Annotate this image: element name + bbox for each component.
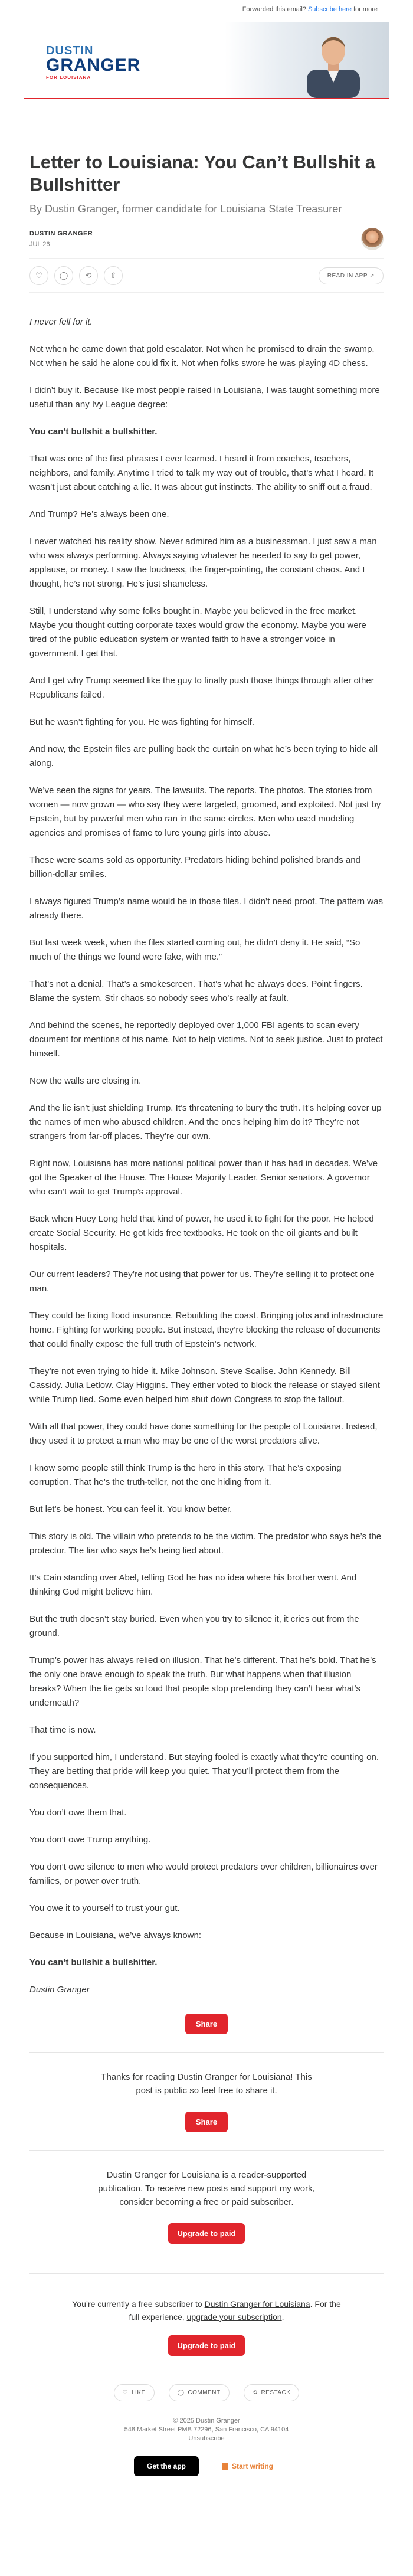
comment-bubble-icon: ◯	[177, 2390, 185, 2396]
author-avatar[interactable]	[361, 228, 384, 250]
body-paragraph: These were scams sold as opportunity. Predators hiding behind polished brands and billion-dollar smiles.	[30, 855, 360, 879]
start-writing-button[interactable]	[217, 2456, 279, 2476]
header-banner[interactable]	[24, 22, 389, 99]
sub-prefix: You’re currently a free subscriber to	[72, 2299, 202, 2309]
thanks-text: Thanks for reading Dustin Granger for Louisiana! This post is public so feel free to share it.	[101, 2072, 312, 2096]
divider-2	[30, 2150, 384, 2151]
heart-icon: ♡	[122, 2390, 128, 2396]
substack-logo-icon	[222, 2463, 228, 2470]
body-paragraph: Still, I understand why some folks bought in. Maybe you believed in the free market. Maybe you thought cutting corporate taxes would grow the economy. Maybe you were tired of the public education system or wanted faith to have a stronger voice in government. I get that.	[30, 606, 366, 659]
body-paragraph: That’s not a denial. That’s a smokescreen. That’s what he always does. Point fingers. Blame the system. Stir chaos so nobody sees who’s really at fault.	[30, 979, 363, 1003]
share-icon[interactable]: ⇧	[104, 266, 123, 285]
body-paragraph: Not when he came down that gold escalator. Not when he promised to drain the swamp. Not when he said he alone could fix it. Not when folks swore he was playing 4D chess.	[30, 344, 375, 368]
share-button-2[interactable]: Share	[185, 2112, 228, 2132]
body-paragraph: I know some people still think Trump is the hero in this story. That he’s exposing corruption. That he’s the truth-teller, not the one hiding from it.	[30, 1463, 342, 1487]
body-paragraph: But let’s be honest. You can feel it. You know better.	[30, 1504, 232, 1514]
candidate-photo	[301, 28, 366, 98]
post-subtitle: By Dustin Granger, former candidate for Louisiana State Treasurer	[30, 203, 342, 215]
post-body	[30, 315, 384, 1997]
footer-upgrade	[30, 2335, 384, 2356]
restack-icon[interactable]: ⟲	[79, 266, 98, 285]
subscribe-link[interactable]: Subscribe here	[307, 6, 352, 13]
footer-upgrade-button[interactable]: Upgrade to paid	[168, 2335, 245, 2356]
copyright: © 2025 Dustin Granger	[173, 2417, 240, 2424]
divider-3	[30, 2273, 384, 2274]
mailing-address: 548 Market Street PMB 72296, San Francisco, CA 94104	[124, 2426, 289, 2433]
body-paragraph: Back when Huey Long held that kind of power, he used it to fight for the poor. He helped create Social Security. He got kids free textbooks. He took on the oil giants and built hospitals.	[30, 1214, 374, 1252]
body-paragraph: With all that power, they could have done something for the people of Louisiana. Instead, they used it to protect a man who may be one of the worst predators alive.	[30, 1422, 378, 1446]
body-paragraph: And now, the Epstein files are pulling back the curtain on what he’s been trying to hide all along.	[30, 744, 378, 768]
body-paragraph: And Trump? He’s always been one.	[30, 509, 169, 519]
logo-line-1: DUSTIN	[46, 44, 94, 57]
body-paragraph: Now the walls are closing in.	[30, 1076, 142, 1086]
body-paragraph: But last week week, when the files started coming out, he didn’t deny it. He said, “So much of the things we found were fake, with me.”	[30, 938, 360, 962]
app-links	[30, 2456, 384, 2476]
campaign-logo	[46, 45, 140, 80]
logo-line-3: FOR LOUISIANA	[46, 75, 91, 80]
body-paragraph: Trump’s power has always relied on illusion. That he’s different. That he’s bold. That he’s the only one brave enough to speak the truth. But what happens when that illusion breaks? When the lie gets so loud that people stop pretending they can’t hear what’s underneath?	[30, 1655, 376, 1708]
comment-label: COMMENT	[188, 2390, 221, 2396]
body-paragraph: But the truth doesn’t stay buried. Even when you try to silence it, it cries out from the ground.	[30, 1614, 359, 1638]
body-paragraph: You don’t owe them that.	[30, 1808, 127, 1818]
body-paragraph: I always figured Trump’s name would be in those files. I didn’t need proof. The pattern was already there.	[30, 896, 383, 921]
sub-mid: . For the full experience,	[129, 2299, 341, 2322]
post-actions	[30, 258, 384, 293]
body-paragraph: I never fell for it.	[30, 317, 93, 327]
upgrade-cta	[30, 2223, 384, 2244]
body-paragraph: They could be fixing flood insurance. Rebuilding the coast. Bringing jobs and infrastructure home. Fighting for working people. But instead, they’re blocking the release of documents that could finally expose the full truth of Epstein’s network.	[30, 1311, 384, 1349]
body-paragraph: It’s Cain standing over Abel, telling God he has no idea where his brother went. And thinking God might believe him.	[30, 1573, 357, 1597]
body-paragraph: If you supported him, I understand. But staying fooled is exactly what they’re counting on. They are betting that pride will keep you quiet. That you’ll protect them from the consequences.	[30, 1752, 379, 1791]
body-paragraph: But he wasn’t fighting for you. He was fighting for himself.	[30, 717, 255, 727]
forward-suffix: for more	[353, 6, 378, 13]
body-paragraph: I didn’t buy it. Because like most people raised in Louisiana, I was taught something more useful than any Ivy League degree:	[30, 385, 380, 410]
like-icon[interactable]: ♡	[30, 266, 48, 285]
share-button[interactable]: Share	[185, 2014, 228, 2034]
body-paragraph: Our current leaders? They’re not using that power for us. They’re selling it to protect one man.	[30, 1269, 375, 1294]
support-text: Dustin Granger for Louisiana is a reader-supported publication. To receive new posts and support my work, consider becoming a free or paid subscriber.	[98, 2170, 315, 2207]
body-paragraph: We’ve seen the signs for years. The lawsuits. The reports. The photos. The stories from women — now grown — who say they were targeted, groomed, and exploited. Not just by Epstein, but by powerful men who ran in the same circles. Men who used modeling agencies and promises of fame to lure young girls into abuse.	[30, 785, 381, 838]
body-paragraph: You don’t owe silence to men who would protect predators over children, billionaires over families, or power over truth.	[30, 1862, 378, 1886]
upgrade-button[interactable]: Upgrade to paid	[168, 2223, 245, 2244]
footer-actions	[30, 2384, 384, 2401]
read-in-app-button[interactable]: READ IN APP ↗	[319, 267, 384, 284]
body-paragraph: That was one of the first phrases I ever learned. I heard it from coaches, teachers, neighbors, and family. Anytime I tried to talk my way out of trouble, that’s what I heard. It wasn’t just about catching a lie. It was about gut instincts. The ability to sniff out a fraud.	[30, 454, 374, 492]
post-title[interactable]: Letter to Louisiana: You Can’t Bullshit a Bullshitter	[30, 152, 376, 195]
forward-bar	[0, 0, 413, 17]
publication-link[interactable]: Dustin Granger for Louisiana	[204, 2299, 310, 2309]
body-paragraph: Because in Louisiana, we’ve always known:	[30, 1930, 201, 1940]
body-paragraph: And the lie isn’t just shielding Trump. It’s threatening to bury the truth. It’s helping cover up the names of men who abused children. And the ones helping him do it? They’re not strangers from far-off places. They’re our own.	[30, 1103, 382, 1141]
get-app-button[interactable]: Get the app	[134, 2456, 199, 2476]
restack-label: RESTACK	[261, 2390, 291, 2396]
body-paragraph: This story is old. The villain who pretends to be the victim. The predator who says he’s the protector. The liar who says he’s being lied about.	[30, 1531, 382, 1556]
restack-arrows-icon: ⟲	[252, 2390, 258, 2396]
body-paragraph: I never watched his reality show. Never admired him as a businessman. I just saw a man who was always performing. Always saying whatever he needed to say to get power, applause, or money. I saw the loudness, the finger-pointing, the constant chaos. And I thought, he’s not strong. He’s just shameless.	[30, 536, 377, 589]
signature: Dustin Granger	[30, 1985, 90, 1995]
body-paragraph: You don’t owe Trump anything.	[30, 1835, 151, 1845]
like-label: LIKE	[132, 2390, 146, 2396]
divider	[30, 2052, 384, 2053]
body-paragraph: You can’t bullshit a bullshitter.	[30, 427, 158, 437]
author-name[interactable]: DUSTIN GRANGER	[30, 230, 93, 237]
start-writing-label: Start writing	[232, 2462, 274, 2470]
unsubscribe-link[interactable]: Unsubscribe	[188, 2435, 225, 2442]
footer-like-button[interactable]	[114, 2384, 155, 2401]
body-paragraph: Right now, Louisiana has more national political power than it has had in decades. We’ve got the Speaker of the House. The House Majority Leader. Senior senators. A governor who can’t wait to get Trump’s approval.	[30, 1158, 378, 1197]
upgrade-subscription-link[interactable]: upgrade your subscription	[186, 2312, 282, 2322]
byline	[30, 228, 384, 250]
footer-restack-button[interactable]	[244, 2384, 300, 2401]
subscription-status: You’re currently a free subscriber to Dustin Granger for Louisiana. For the full experience, upgrade your subscription.	[72, 2299, 341, 2322]
footer-address	[30, 2417, 384, 2443]
body-paragraph: And I get why Trump seemed like the guy to finally push those things through after other Republicans failed.	[30, 676, 374, 700]
post-date: JUL 26	[30, 241, 50, 248]
share-cta	[30, 2014, 384, 2034]
share-cta-2	[30, 2112, 384, 2132]
post-content	[30, 151, 384, 2476]
footer-comment-button[interactable]	[169, 2384, 230, 2401]
logo-line-2: GRANGER	[46, 55, 141, 75]
forward-text: Forwarded this email?	[242, 6, 306, 13]
body-paragraph: They’re not even trying to hide it. Mike Johnson. Steve Scalise. John Kennedy. Bill Cassidy. Julia Letlow. Clay Higgins. They either voted to block the release or stayed silent while Trump lied. Some even helped him shut down Congress to stop the fallout.	[30, 1366, 380, 1405]
body-paragraph: That time is now.	[30, 1725, 96, 1735]
body-paragraph: You can’t bullshit a bullshitter.	[30, 1958, 158, 1968]
comment-icon[interactable]: ◯	[54, 266, 73, 285]
body-paragraph: And behind the scenes, he reportedly deployed over 1,000 FBI agents to scan every document for mentions of his name. Not to help victims. Not to seek justice. Just to protect himself.	[30, 1020, 383, 1059]
body-paragraph: You owe it to yourself to trust your gut.	[30, 1903, 180, 1913]
